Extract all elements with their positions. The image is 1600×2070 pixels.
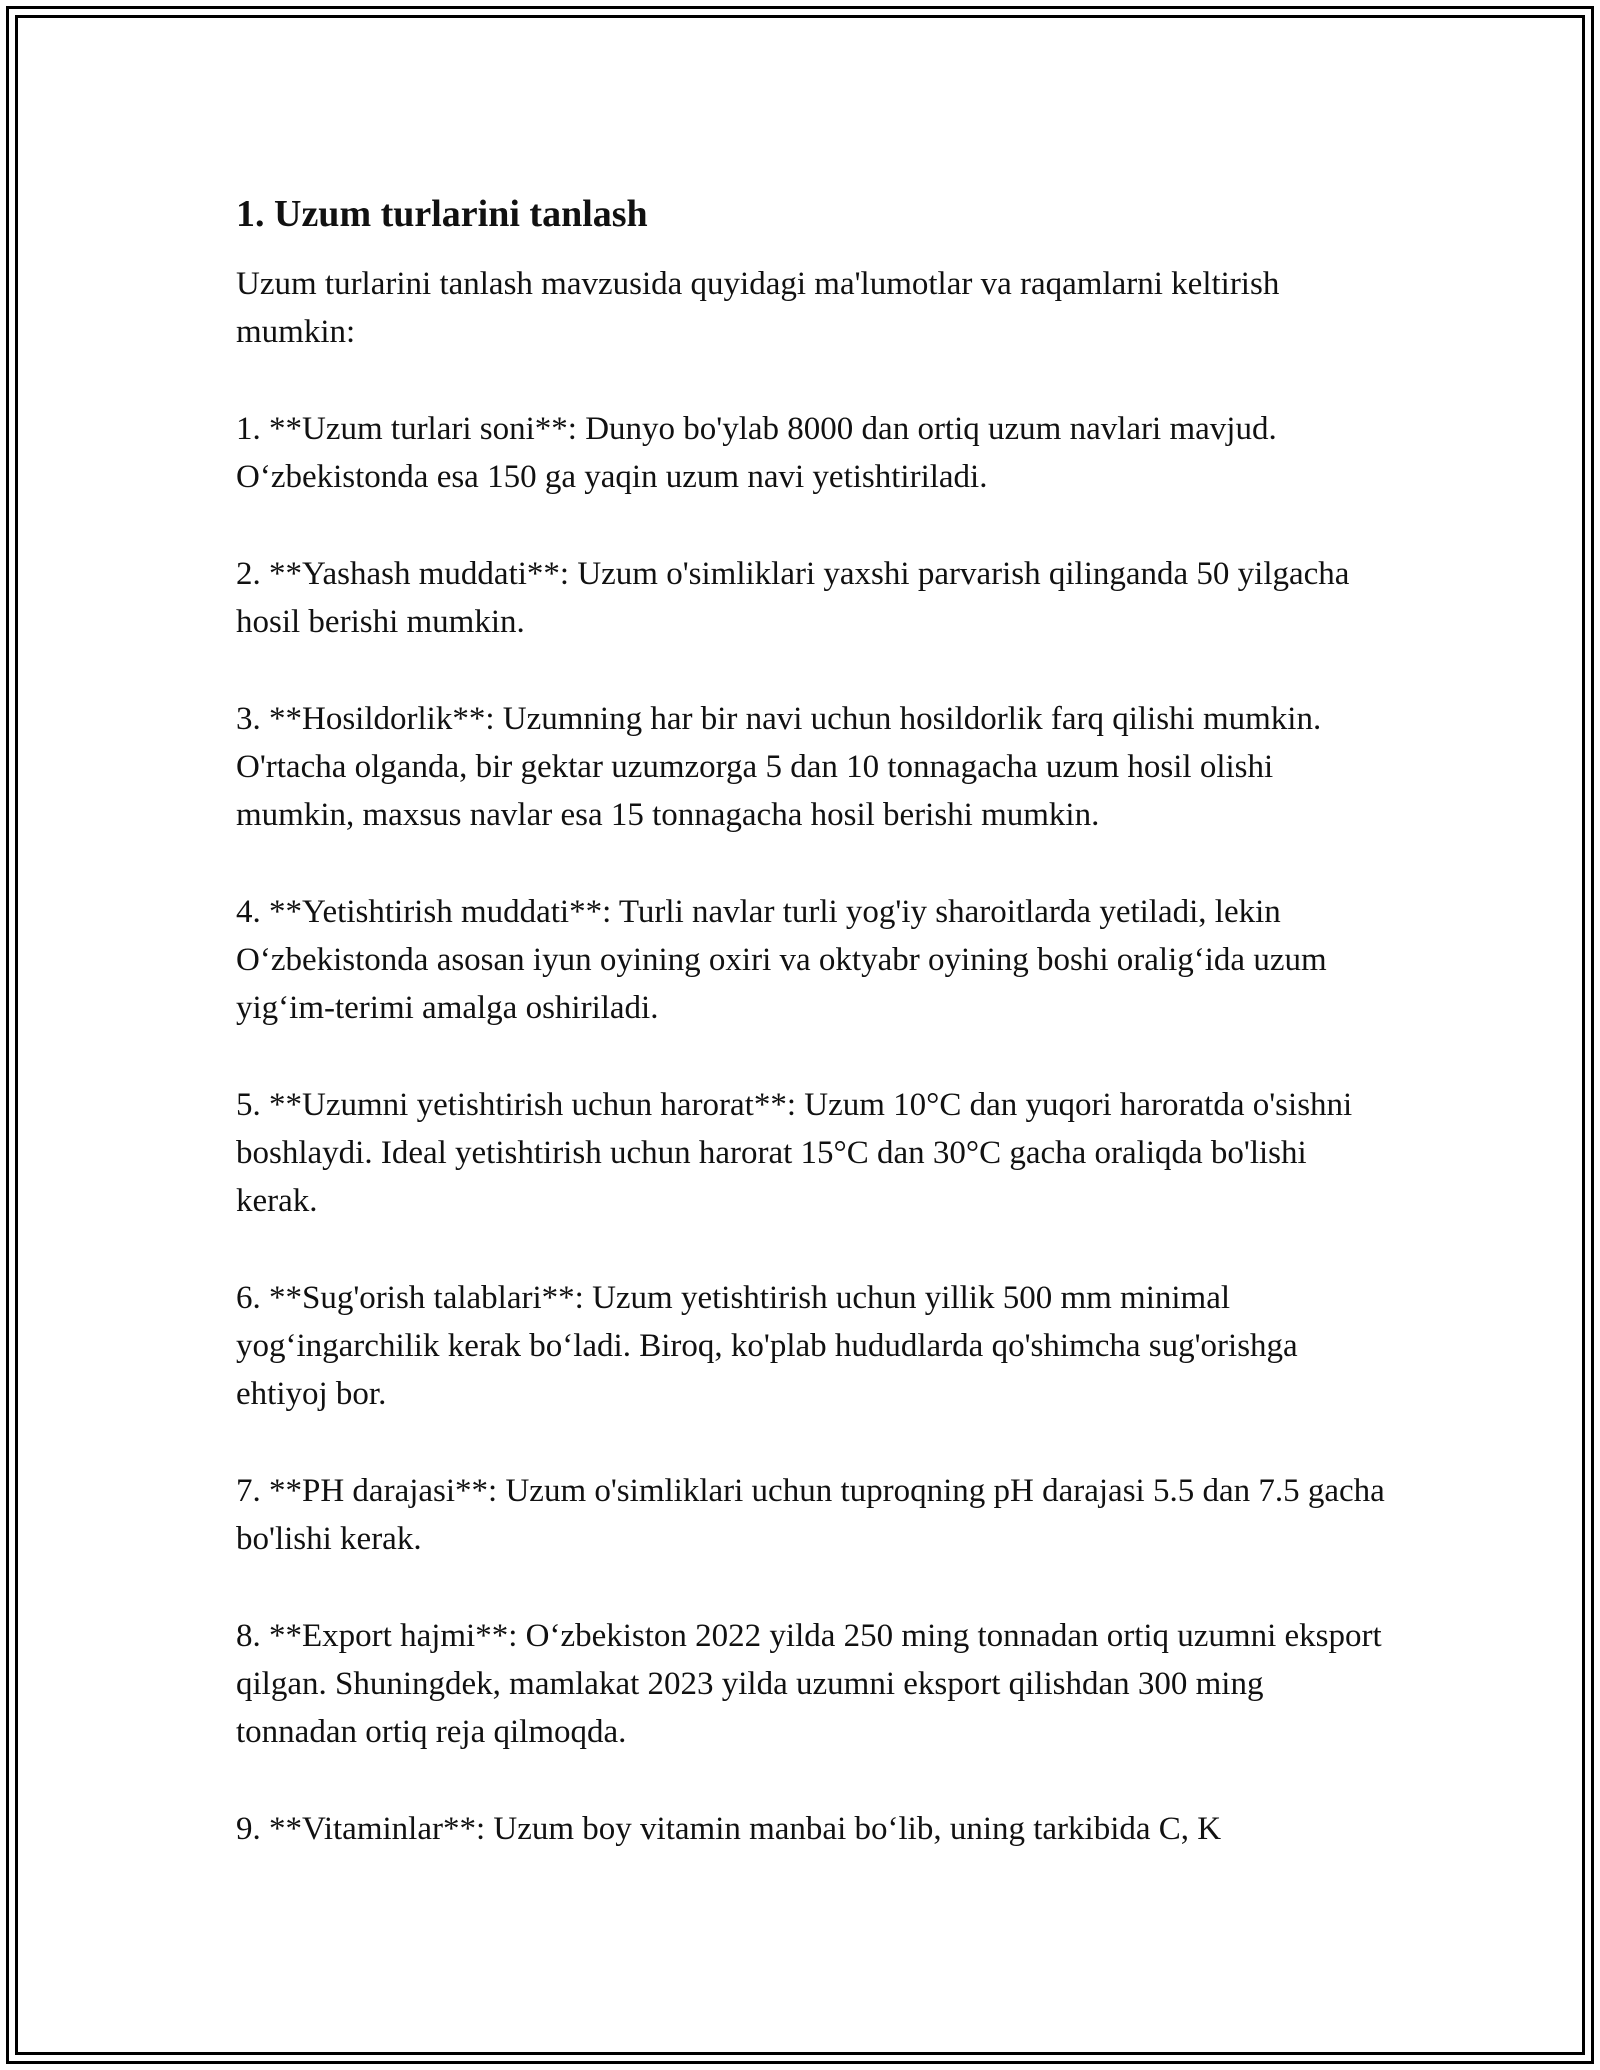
- list-item: 7. **PH darajasi**: Uzum o'simliklari uchun tuproqning pH darajasi 5.5 dan 7.5 gacha bo'lishi kerak.: [236, 1473, 1385, 1557]
- document-body: [236, 190, 1386, 1902]
- list-item: 9. **Vitaminlar**: Uzum boy vitamin manbai bo‘lib, uning tarkibida C, K: [236, 1811, 1222, 1847]
- list-item: 1. **Uzum turlari soni**: Dunyo bo'ylab 8000 dan ortiq uzum navlari mavjud. O‘zbekistonda esa 150 ga yaqin uzum navi yetishtiriladi.: [236, 411, 1277, 495]
- list-item: 2. **Yashash muddati**: Uzum o'simliklari yaxshi parvarish qilinganda 50 yilgacha hosil berishi mumkin.: [236, 556, 1350, 640]
- list-item: 5. **Uzumni yetishtirish uchun harorat**: Uzum 10°C dan yuqori haroratda o'sishni boshlaydi. Ideal yetishtirish uchun harorat 15°C dan 30°C gacha oraliqda bo'lishi kerak.: [236, 1087, 1353, 1219]
- list-item: 8. **Export hajmi**: O‘zbekiston 2022 yilda 250 ming tonnadan ortiq uzumni eksport qilgan. Shuningdek, mamlakat 2023 yilda uzumni eksport qilishdan 300 ming tonnadan ortiq reja qilmoqda.: [236, 1618, 1382, 1750]
- list-item: 4. **Yetishtirish muddati**: Turli navlar turli yog'iy sharoitlarda yetiladi, lekin O‘zbekistonda asosan iyun oyining oxiri va oktyabr oyining boshi oralig‘ida uzum yig‘im-terimi amalga oshiriladi.: [236, 894, 1327, 1026]
- list-item: 3. **Hosildorlik**: Uzumning har bir navi uchun hosildorlik farq qilishi mumkin. O'rtacha olganda, bir gektar uzumzorga 5 dan 10 tonnagacha uzum hosil olishi mumkin, maxsus navlar esa 15 tonnagacha hosil berishi mumkin.: [236, 701, 1322, 833]
- intro-paragraph: Uzum turlarini tanlash mavzusida quyidagi ma'lumotlar va raqamlarni keltirish mumkin:: [236, 266, 1280, 350]
- document-title: 1. Uzum turlarini tanlash: [236, 193, 648, 235]
- list-item: 6. **Sug'orish talablari**: Uzum yetishtirish uchun yillik 500 mm minimal yog‘ingarchilik kerak bo‘ladi. Biroq, ko'plab hududlarda qo'shimcha sug'orishga ehtiyoj bor.: [236, 1280, 1298, 1412]
